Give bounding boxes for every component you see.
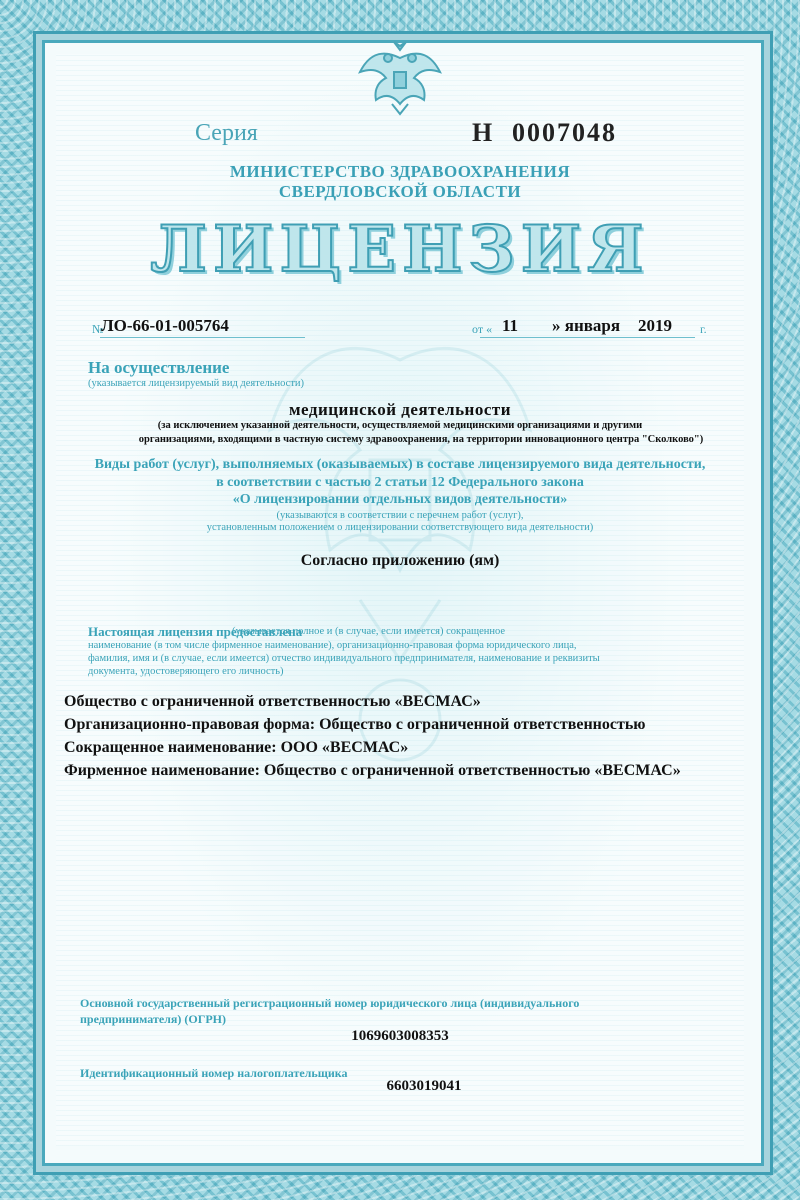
organization-short-name: Сокращенное наименование: ООО «ВЕСМАС» xyxy=(64,739,409,756)
appendix-reference: Согласно приложению (ям) xyxy=(300,552,500,569)
inn-value: 6603019041 xyxy=(386,1078,462,1094)
grantee-hint-line4: документа, удостоверяющего его личность) xyxy=(88,666,284,677)
organization-trade-name: Фирменное наименование: Общество с ограниченной ответственностью «ВЕСМАС» xyxy=(64,762,681,779)
ogrn-value: 1069603008353 xyxy=(351,1028,449,1044)
number-prefix: № xyxy=(92,322,104,336)
document-title: ЛИЦЕНЗИЯ xyxy=(150,212,650,287)
date-month: » января xyxy=(552,316,621,335)
ministry-name-line2: СВЕРДЛОВСКОЙ ОБЛАСТИ xyxy=(278,182,522,201)
date-day: 11 xyxy=(502,316,519,335)
works-line1: Виды работ (услуг), выполняемых (оказываемых) в составе лицензируемого вида деятельности, xyxy=(94,457,706,472)
number-underline xyxy=(100,337,305,338)
works-hint1: (указываются в соответствии с перечнем работ (услуг), xyxy=(276,510,524,521)
grantee-hint-line1: (указывается полное и (в случае, если имеется) сокращенное xyxy=(232,626,506,637)
works-line3: «О лицензировании отдельных видов деятельности» xyxy=(232,492,568,507)
inn-label: Идентификационный номер налогоплательщика xyxy=(80,1066,348,1080)
date-year: 2019 xyxy=(638,316,672,335)
grantee-hint-line3: фамилия, имя и (в случае, если имеется) отчество индивидуального предпринимателя, наименование и реквизиты xyxy=(88,653,600,664)
double-headed-eagle-icon xyxy=(350,38,450,118)
series-number: 0007048 xyxy=(512,118,617,147)
ogrn-label-line2: предпринимателя) (ОГРН) xyxy=(80,1012,227,1026)
purpose-hint: (указывается лицензируемый вид деятельности) xyxy=(88,378,305,389)
ministry-name-line1: МИНИСТЕРСТВО ЗДРАВООХРАНЕНИЯ xyxy=(229,162,571,181)
organization-full-name: Общество с ограниченной ответственностью «ВЕСМАС» xyxy=(64,693,481,710)
grantee-hint-line2: наименование (в том числе фирменное наименование), организационно-правовая форма юридического лица, xyxy=(88,640,577,651)
works-hint2: установленным положением о лицензировании соответствующего вида деятельности) xyxy=(206,522,594,533)
purpose-label: На осуществление xyxy=(88,358,230,377)
ogrn-label-line1: Основной государственный регистрационный номер юридического лица (индивидуального xyxy=(80,996,580,1010)
activity-note-line2: организациями, входящими в частную систему здравоохранения, на территории инновационного центра "Сколково") xyxy=(138,434,704,445)
organization-legal-form: Организационно-правовая форма: Общество с ограниченной ответственностью xyxy=(64,716,646,733)
series-label: Серия xyxy=(195,120,258,146)
licensed-activity: медицинской деятельности xyxy=(288,400,512,419)
activity-note-line1: (за исключением указанной деятельности, осуществляемой медицинскими организациями и другими xyxy=(157,420,643,431)
date-prefix: от « xyxy=(472,322,493,336)
license-number: ЛО-66-01-005764 xyxy=(101,316,229,335)
series-letter: Н xyxy=(472,118,494,147)
works-line2: в соответствии с частью 2 статьи 12 Федерального закона xyxy=(216,475,584,490)
grantee-label: Настоящая лицензия предоставлена xyxy=(88,624,303,639)
date-suffix: г. xyxy=(700,322,707,336)
date-underline xyxy=(480,337,695,338)
